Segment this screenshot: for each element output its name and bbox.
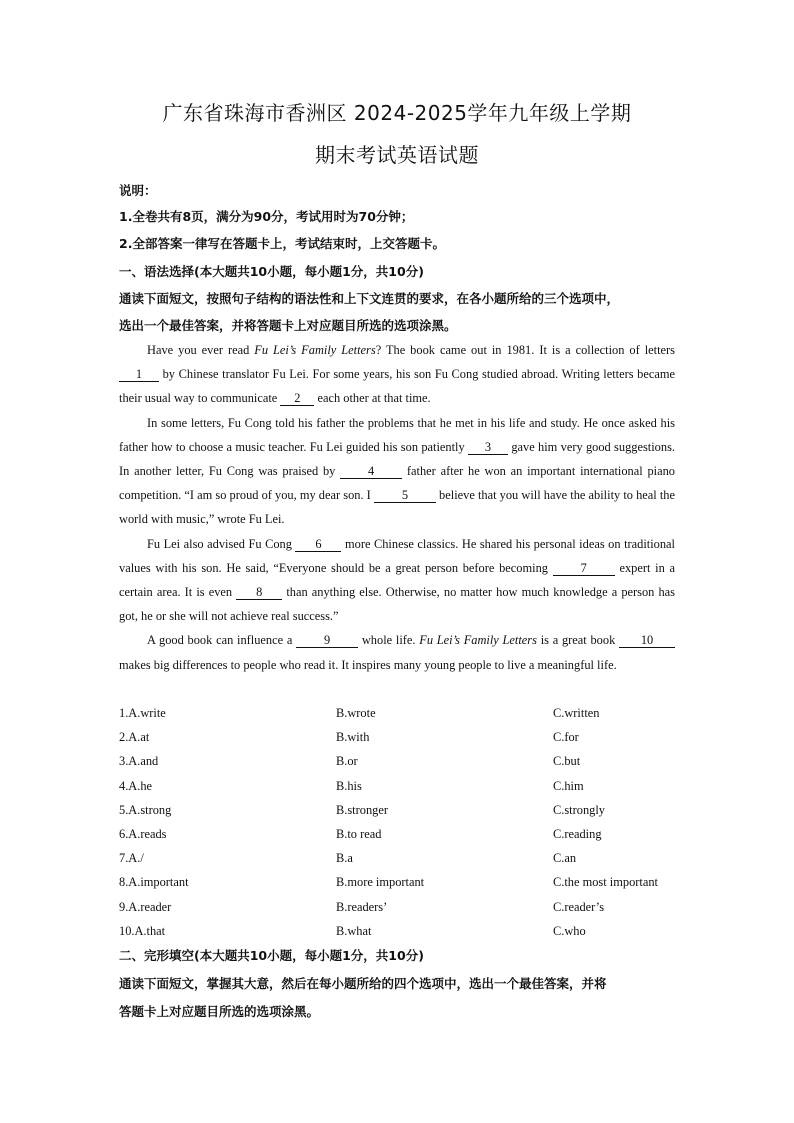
- passage: [119, 338, 675, 677]
- option-row-5: [119, 799, 719, 823]
- option-row-9: [119, 896, 719, 920]
- option-a: 5.A.strong: [119, 802, 172, 817]
- option-b: B.or: [336, 754, 358, 769]
- options-table: [119, 702, 719, 944]
- option-b: B.with: [336, 730, 370, 745]
- option-a: 9.A.reader: [119, 899, 172, 914]
- book-title: Fu Lei’s Family Letters: [254, 343, 376, 357]
- option-b: B.readers’: [336, 899, 388, 914]
- blank-9: 9: [296, 633, 358, 648]
- notes-item-2: 2.全部答案一律写在答题卡上，考试结束时，上交答题卡。: [119, 236, 445, 251]
- section2-instruction-line1: 通读下面短文，掌握其大意，然后在每小题所给的四个选项中，选出一个最佳答案，并将: [119, 976, 607, 991]
- blank-8: 8: [236, 585, 282, 600]
- option-c: C.reader’s: [553, 899, 605, 914]
- section1-instruction-line2: 选出一个最佳答案，并将答题卡上对应题目所选的选项涂黑。: [119, 318, 457, 333]
- section2-instruction-line2: 答题卡上对应题目所选的选项涂黑。: [119, 1004, 320, 1019]
- blank-1: 1: [119, 367, 159, 382]
- option-a: 4.A.he: [119, 778, 153, 793]
- option-b: B.a: [336, 851, 353, 866]
- option-row-2: [119, 726, 719, 750]
- option-c: C.for: [553, 730, 579, 745]
- exam-title-line2: 期末考试英语试题: [315, 143, 479, 167]
- option-c: C.but: [553, 754, 581, 769]
- blank-7: 7: [553, 561, 615, 576]
- blank-6: 6: [295, 537, 341, 552]
- option-row-10: [119, 920, 719, 944]
- notes-heading: 说明：: [119, 183, 157, 198]
- option-b: B.wrote: [336, 706, 376, 720]
- option-c: C.reading: [553, 826, 602, 841]
- option-b: B.stronger: [336, 802, 388, 817]
- option-c: C.an: [553, 851, 577, 866]
- option-b: B.more important: [336, 875, 425, 890]
- option-row-8: [119, 871, 719, 895]
- option-c: C.written: [553, 706, 600, 720]
- option-c: C.the most important: [553, 875, 658, 890]
- option-a: 3.A.and: [119, 754, 159, 769]
- option-a: 7.A./: [119, 851, 144, 866]
- blank-5: 5: [374, 488, 436, 503]
- option-a: 10.A.that: [119, 923, 166, 938]
- section1-instruction-line1: 通读下面短文，按照句子结构的语法性和上下文连贯的要求，在各小题所给的三个选项中，: [119, 291, 620, 306]
- option-c: C.who: [553, 923, 586, 938]
- option-a: 2.A.at: [119, 730, 150, 745]
- option-c: C.him: [553, 778, 584, 793]
- option-row-7: [119, 847, 719, 871]
- book-title: Fu Lei’s Family Letters: [419, 633, 537, 648]
- blank-3: 3: [468, 440, 508, 455]
- option-a: 1.A.write: [119, 706, 166, 720]
- passage-paragraph-2: In some letters, Fu Cong told his father the problems that he met in his life and study. He once asked his father how to choose a music teacher. Fu Lei guided his son patiently 3 gave him very good suggestions. In another letter, Fu Cong was praised by 4 father after he won an important international piano competition. “I am so proud of you, my dear son. I 5 believe that you will have the ability to heal the world with music,” wrote Fu Lei.: [119, 415, 675, 527]
- option-row-1: [119, 702, 719, 726]
- option-row-3: [119, 750, 719, 774]
- option-row-6: [119, 823, 719, 847]
- option-b: B.his: [336, 778, 362, 793]
- exam-title-line1: 广东省珠海市香洲区 2024-2025学年九年级上学期: [162, 101, 632, 125]
- passage-paragraph-1: Have you ever read Fu Lei’s Family Letters? The book came out in 1981. It is a collection of letters 1 by Chinese translator Fu Lei. For some years, his son Fu Cong studied abroad. Writing letters became their usual way to communicate 2 each other at that time.: [119, 343, 675, 406]
- passage-paragraph-3: Fu Lei also advised Fu Cong 6 more Chinese classics. He shared his personal ideas on traditional values with his son. He said, “Everyone should be a great person before becoming 7 expert in a certain area. It is even 8 than anything else. Otherwise, no matter how much knowledge a person has got, he or she will not achieve real success.”: [119, 536, 676, 624]
- section1-heading: 一、语法选择(本大题共10小题，每小题1分，共10分): [119, 264, 424, 279]
- passage-paragraph-4: A good book can influence a 9 whole life. Fu Lei’s Family Letters is a great book 10 makes big differences to people who read it. It inspires many young people to live a meaningful life.: [119, 628, 675, 676]
- option-row-4: [119, 775, 719, 799]
- option-c: C.strongly: [553, 802, 605, 817]
- notes-item-1: 1.全卷共有8页，满分为90分，考试用时为70分钟；: [119, 209, 414, 224]
- blank-2: 2: [280, 391, 314, 406]
- option-a: 6.A.reads: [119, 826, 167, 841]
- blank-10: 10: [619, 633, 675, 648]
- option-a: 8.A.important: [119, 875, 189, 890]
- option-b: B.to read: [336, 826, 382, 841]
- blank-4: 4: [340, 464, 402, 479]
- section2-heading: 二、完形填空(本大题共10小题，每小题1分，共10分): [119, 948, 424, 963]
- option-b: B.what: [336, 923, 372, 938]
